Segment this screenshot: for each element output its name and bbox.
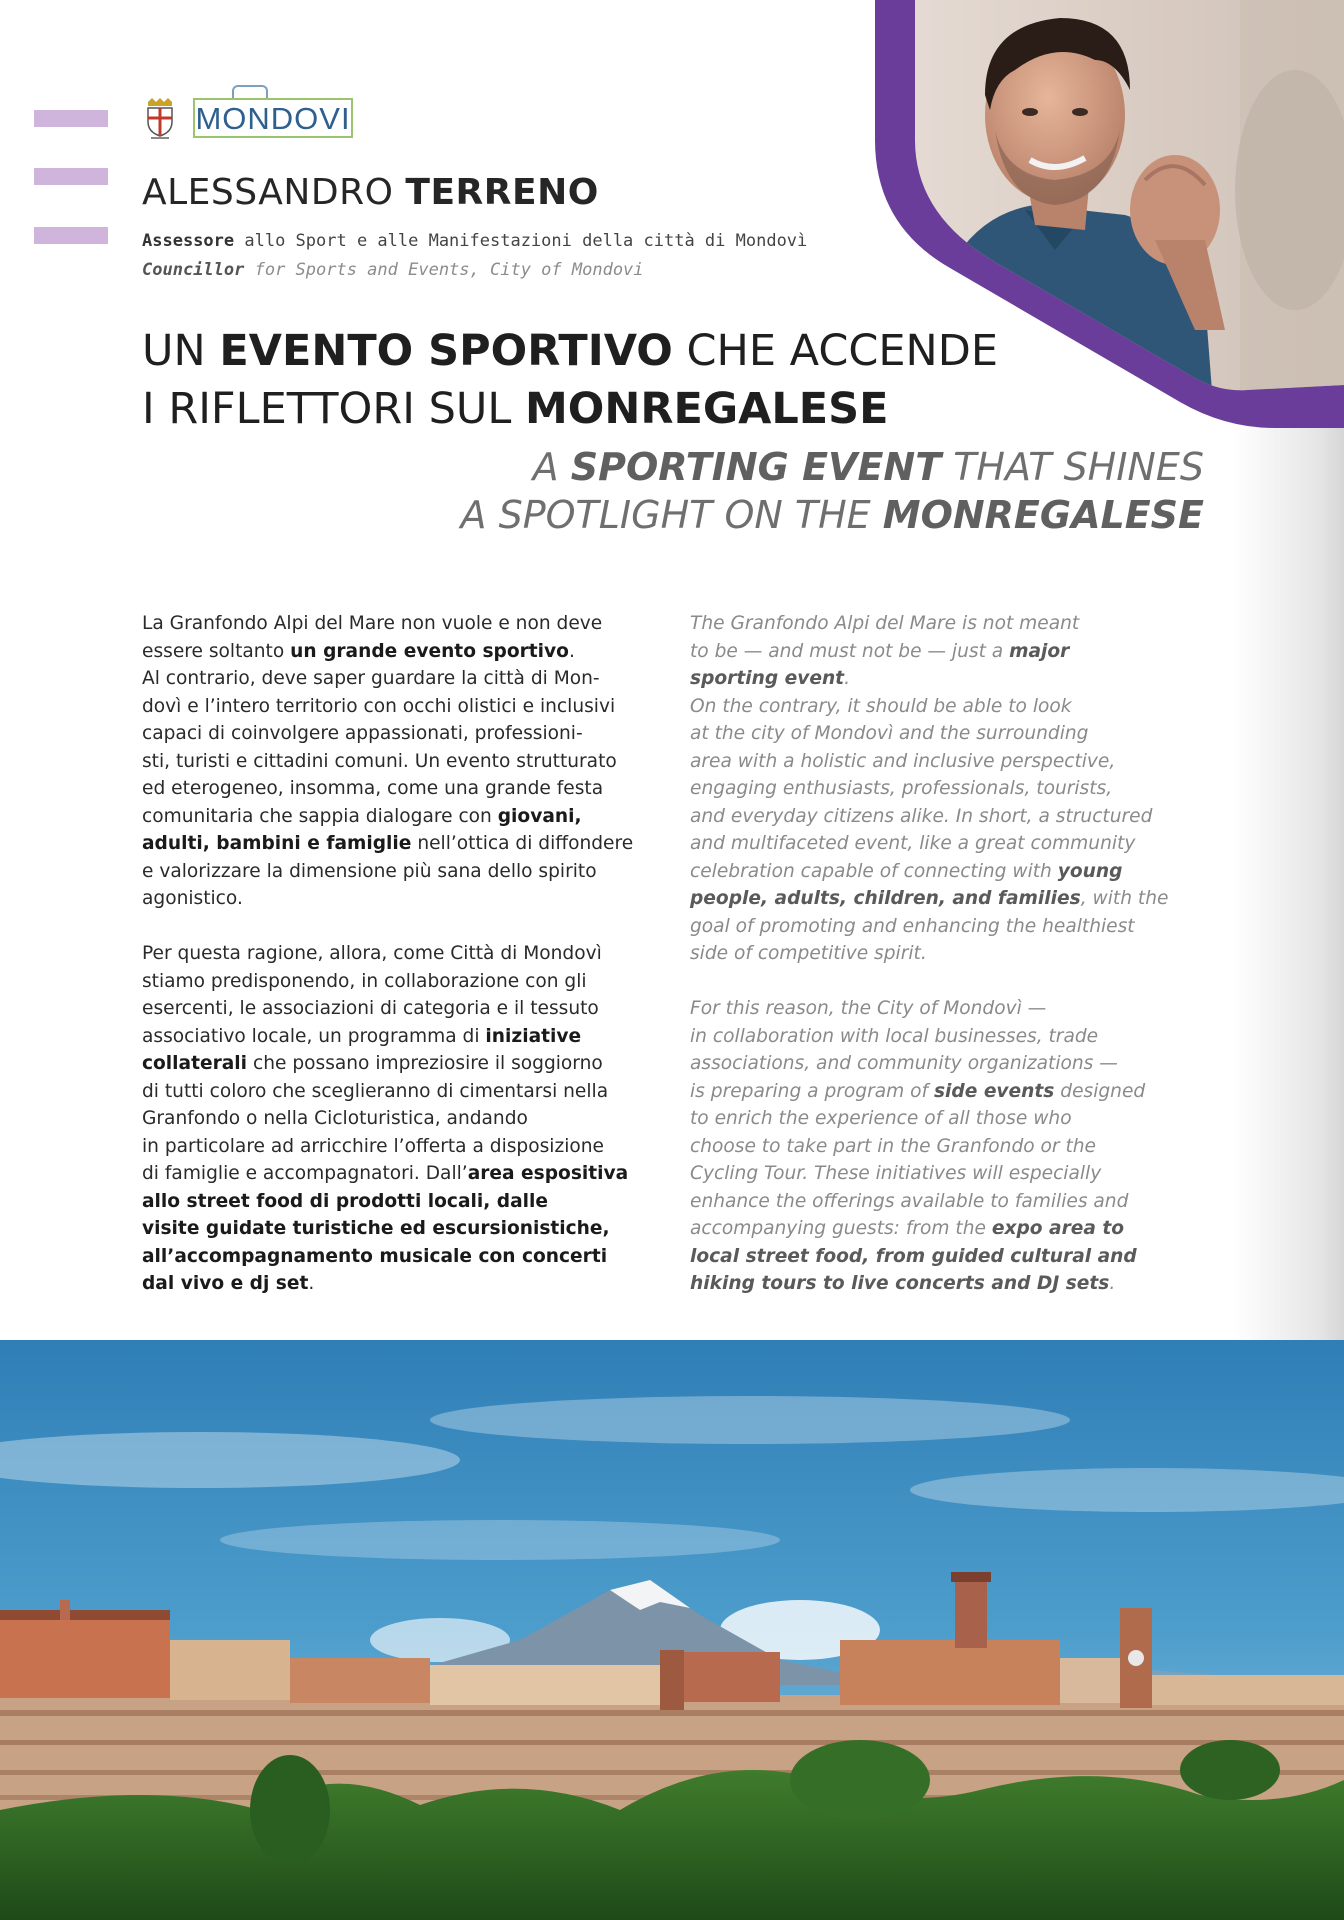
role-en-bold: Councillor (142, 260, 245, 280)
text-run: . (308, 1273, 315, 1294)
person-name (142, 172, 599, 213)
bold-run: side events (933, 1080, 1055, 1102)
text-run: . (1109, 1273, 1116, 1294)
headline-italian (142, 322, 998, 438)
coat-of-arms-icon (142, 98, 178, 140)
decorative-bar-2 (34, 168, 108, 185)
headline-en-part: A (532, 445, 571, 489)
text-run: The Granfondo Alpi del Mare is not meant to be — and must not be — just a (690, 613, 1080, 662)
english-paragraph-2 (690, 995, 1210, 1298)
first-name: ALESSANDRO (142, 172, 394, 213)
bold-run: area espositiva allo street food di prodotti locali, dalle visite guidate turistiche ed escursionistiche, all’accompagnamento musicale con concerti dal vivo e dj set (142, 1163, 629, 1294)
portrait-photo (875, 0, 1344, 430)
role-en-rest: for Sports and Events, City of Mondovi (244, 260, 644, 280)
role-it-rest: allo Sport e alle Manifestazioni della città di Mondovì (234, 231, 808, 251)
last-name: TERRENO (405, 172, 599, 213)
logo-text: MONDOVI (195, 100, 351, 136)
english-paragraph-1 (690, 610, 1210, 968)
mondovi-landscape-photo (0, 1340, 1344, 1920)
headline-en-bold: MONREGALESE (882, 493, 1204, 537)
headline-en-part: THAT SHINES (941, 445, 1204, 489)
bold-run: major sporting event (690, 640, 1070, 689)
bold-run: young people, adults, children, and families (690, 860, 1123, 909)
headline-en-part: A SPOTLIGHT ON THE (460, 493, 883, 537)
text-run: . Al contrario, deve saper guardare la città di Mon- dovì e l’intero territorio con occhi olistici e inclusivi capaci di coinvolgere appassionati, professioni- sti, turisti e cittadini comuni. Un evento strutturato ed eterogeneo, insomma, come una grande festa comunitaria che sappia dialogare con (142, 640, 617, 827)
headline-en-bold: SPORTING EVENT (570, 445, 942, 489)
text-run: . On the contrary, it should be able to look at the city of Mondovì and the surrounding area with a holistic and inclusive perspective, engaging enthusiasts, professionals, tourists, and everyday citizens alike. In short, a structured and multifaceted event, like a great community celebration capable of connecting with (690, 668, 1153, 882)
role-it-bold: Assessore (142, 231, 235, 251)
text-run: designed to enrich the experience of all those who choose to take part in the Granfondo or the Cycling Tour. These initiatives will especially enhance the offerings available to families and accompanying guests: from the (690, 1080, 1146, 1239)
text-run: For this reason, the City of Mondovì — in collaboration with local businesses, trade associations, and community organizations — is preparing a program of (690, 998, 1118, 1102)
headline-it-part: UN (142, 326, 220, 376)
italian-paragraph-2 (142, 940, 662, 1298)
text-run: Per questa ragione, allora, come Città di Mondovì stiamo predisponendo, in collaborazione con gli esercenti, le associazioni di categoria e il tessuto associativo locale, un programma di (142, 943, 602, 1047)
italian-text-column (142, 610, 662, 1325)
headline-it-part: CHE ACCENDE (672, 326, 998, 376)
logo-tag (232, 85, 268, 99)
mondovi-logo (193, 98, 353, 138)
text-run: nell’ottica di diffondere e valorizzare la dimensione più sana dello spirito agonistico. (142, 833, 634, 909)
bold-run: giovani, adulti, bambini e famiglie (142, 805, 582, 854)
bold-run: expo area to local street food, from guided cultural and hiking tours to live concerts and DJ sets (690, 1218, 1137, 1294)
decorative-bar-3 (34, 227, 108, 244)
italian-paragraph-1 (142, 610, 662, 913)
headline-it-bold: EVENTO SPORTIVO (219, 326, 673, 376)
english-text-column (690, 610, 1210, 1325)
text-run: La Granfondo Alpi del Mare non vuole e non deve essere soltanto (142, 613, 603, 662)
text-run: che possano impreziosire il soggiorno di tutti coloro che sceglieranno di cimentarsi nella Granfondo o nella Cicloturistica, andando in particolare ad arricchire l’offerta a disposizione di famiglie e accompagnatori. Dall’ (142, 1053, 609, 1184)
role-italian (142, 231, 807, 251)
headline-english (461, 443, 1204, 539)
role-english (142, 260, 644, 280)
text-run: , with the goal of promoting and enhancing the healthiest side of competitive spirit. (690, 888, 1169, 964)
bold-run: iniziative collaterali (142, 1025, 582, 1074)
headline-it-part: I RIFLETTORI SUL (142, 384, 526, 434)
decorative-bar-1 (34, 110, 108, 127)
bold-run: un grande evento sportivo (290, 640, 569, 662)
headline-it-bold: MONREGALESE (525, 384, 889, 434)
